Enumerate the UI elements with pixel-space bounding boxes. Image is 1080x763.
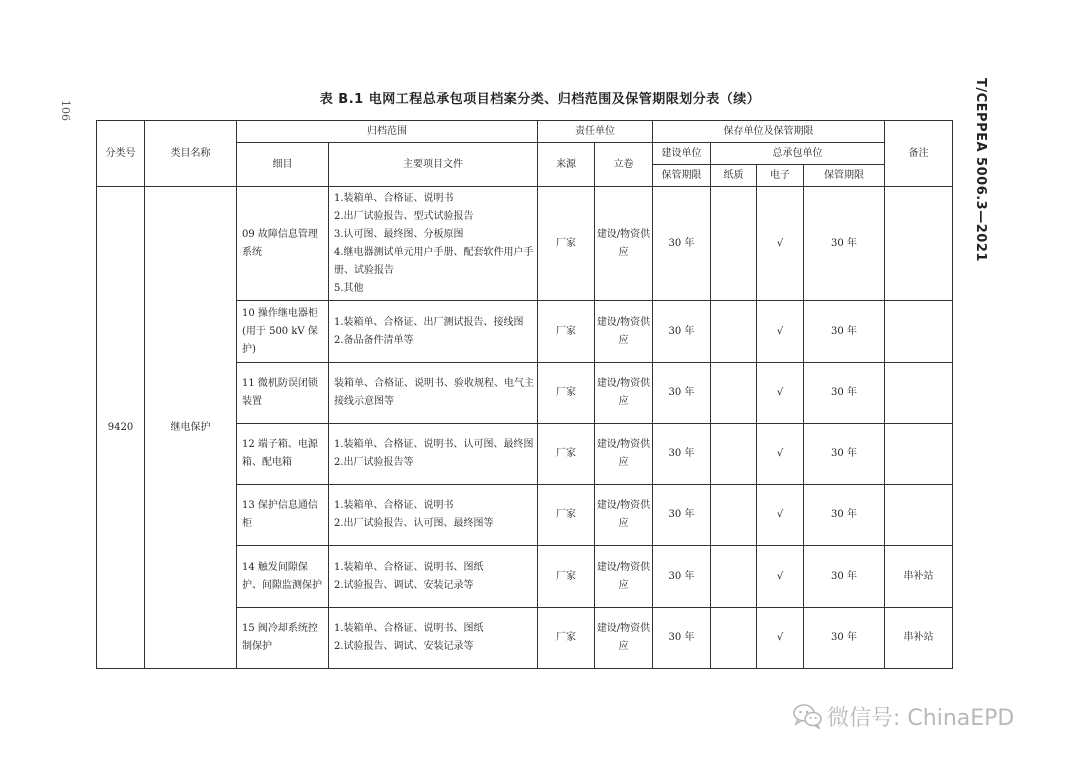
row-construction-period: 30 年 — [653, 301, 711, 363]
row-docs: 1.装箱单、合格证、说明书 2.出厂试验报告、型式试验报告 3.认可图、最终图、分板原图 4.继电器测试单元用户手册、配套软件用户手册、试验报告 5.其他 — [329, 187, 538, 301]
row-docs: 1.装箱单、合格证、说明书 2.出厂试验报告、认可图、最终图等 — [329, 485, 538, 546]
header-item: 细目 — [237, 143, 329, 187]
row-item: 10 操作继电器柜(用于 500 kV 保护) — [237, 301, 329, 363]
row-item: 13 保护信息通信柜 — [237, 485, 329, 546]
header-class-no: 分类号 — [97, 121, 145, 187]
row-item: 11 微机防误闭锁装置 — [237, 363, 329, 424]
row-electronic: √ — [757, 485, 804, 546]
row-construction-period: 30 年 — [653, 546, 711, 608]
watermark — [793, 702, 1014, 730]
row-source: 厂家 — [538, 187, 595, 301]
standard-code: T/CEPPEA 5006.3—2021 — [973, 78, 988, 262]
row-electronic: √ — [757, 608, 804, 669]
row-docs: 1.装箱单、合格证、说明书、图纸 2.试验报告、调试、安装记录等 — [329, 608, 538, 669]
watermark-text: 微信号: ChinaEPD — [827, 705, 1015, 731]
group-class-no: 9420 — [97, 187, 145, 669]
header-contractor: 总承包单位 — [711, 143, 885, 165]
row-contractor-period: 30 年 — [804, 546, 885, 608]
row-remarks: 串补站 — [885, 608, 953, 669]
header-source: 来源 — [538, 143, 595, 187]
row-remarks — [885, 363, 953, 424]
header-retention-period-contractor: 保管期限 — [804, 165, 885, 187]
row-item: 12 端子箱、电源箱、配电箱 — [237, 424, 329, 485]
row-remarks: 串补站 — [885, 546, 953, 608]
row-remarks — [885, 424, 953, 485]
row-construction-period: 30 年 — [653, 424, 711, 485]
row-remarks — [885, 485, 953, 546]
row-electronic: √ — [757, 546, 804, 608]
group-category-name: 继电保护 — [145, 187, 237, 669]
row-filing: 建设/物资供应 — [595, 485, 653, 546]
row-filing: 建设/物资供应 — [595, 424, 653, 485]
row-construction-period: 30 年 — [653, 363, 711, 424]
row-source: 厂家 — [538, 424, 595, 485]
row-paper — [711, 424, 757, 485]
row-docs: 1.装箱单、合格证、出厂测试报告、接线图 2.备品备件清单等 — [329, 301, 538, 363]
header-retention: 保存单位及保管期限 — [653, 121, 885, 143]
row-docs: 装箱单、合格证、说明书、验收规程、电气主接线示意图等 — [329, 363, 538, 424]
row-paper — [711, 301, 757, 363]
row-construction-period: 30 年 — [653, 608, 711, 669]
row-paper — [711, 485, 757, 546]
header-archive-scope: 归档范围 — [237, 121, 538, 143]
row-construction-period: 30 年 — [653, 187, 711, 301]
header-paper: 纸质 — [711, 165, 757, 187]
page-number: 106 — [59, 100, 72, 121]
archive-classification-table — [96, 120, 953, 669]
table-title: 表 B.1 电网工程总承包项目档案分类、归档范围及保管期限划分表（续） — [319, 92, 761, 107]
row-source: 厂家 — [538, 485, 595, 546]
row-filing: 建设/物资供应 — [595, 301, 653, 363]
row-contractor-period: 30 年 — [804, 485, 885, 546]
header-responsibility: 责任单位 — [538, 121, 653, 143]
wechat-icon — [793, 703, 823, 729]
header-main-docs: 主要项目文件 — [329, 143, 538, 187]
header-electronic: 电子 — [757, 165, 804, 187]
row-source: 厂家 — [538, 608, 595, 669]
row-item: 09 故障信息管理系统 — [237, 187, 329, 301]
row-filing: 建设/物资供应 — [595, 608, 653, 669]
row-electronic: √ — [757, 301, 804, 363]
row-electronic: √ — [757, 187, 804, 301]
row-paper — [711, 546, 757, 608]
row-contractor-period: 30 年 — [804, 424, 885, 485]
row-remarks — [885, 187, 953, 301]
row-docs: 1.装箱单、合格证、说明书、认可图、最终图 2.出厂试验报告等 — [329, 424, 538, 485]
row-docs: 1.装箱单、合格证、说明书、图纸 2.试验报告、调试、安装记录等 — [329, 546, 538, 608]
row-source: 厂家 — [538, 363, 595, 424]
row-construction-period: 30 年 — [653, 485, 711, 546]
row-paper — [711, 187, 757, 301]
header-category-name: 类目名称 — [145, 121, 237, 187]
header-remarks: 备注 — [885, 121, 953, 187]
table-row — [97, 187, 953, 301]
row-contractor-period: 30 年 — [804, 363, 885, 424]
row-contractor-period: 30 年 — [804, 608, 885, 669]
header-retention-period-construction: 保管期限 — [653, 165, 711, 187]
header-construction-unit: 建设单位 — [653, 143, 711, 165]
row-source: 厂家 — [538, 546, 595, 608]
row-remarks — [885, 301, 953, 363]
row-filing: 建设/物资供应 — [595, 363, 653, 424]
row-electronic: √ — [757, 363, 804, 424]
row-paper — [711, 608, 757, 669]
row-contractor-period: 30 年 — [804, 187, 885, 301]
row-item: 15 阀冷却系统控制保护 — [237, 608, 329, 669]
row-item: 14 触发间隙保护、间隙监测保护 — [237, 546, 329, 608]
row-filing: 建设/物资供应 — [595, 187, 653, 301]
header-filing: 立卷 — [595, 143, 653, 187]
row-source: 厂家 — [538, 301, 595, 363]
row-electronic: √ — [757, 424, 804, 485]
row-filing: 建设/物资供应 — [595, 546, 653, 608]
row-paper — [711, 363, 757, 424]
row-contractor-period: 30 年 — [804, 301, 885, 363]
